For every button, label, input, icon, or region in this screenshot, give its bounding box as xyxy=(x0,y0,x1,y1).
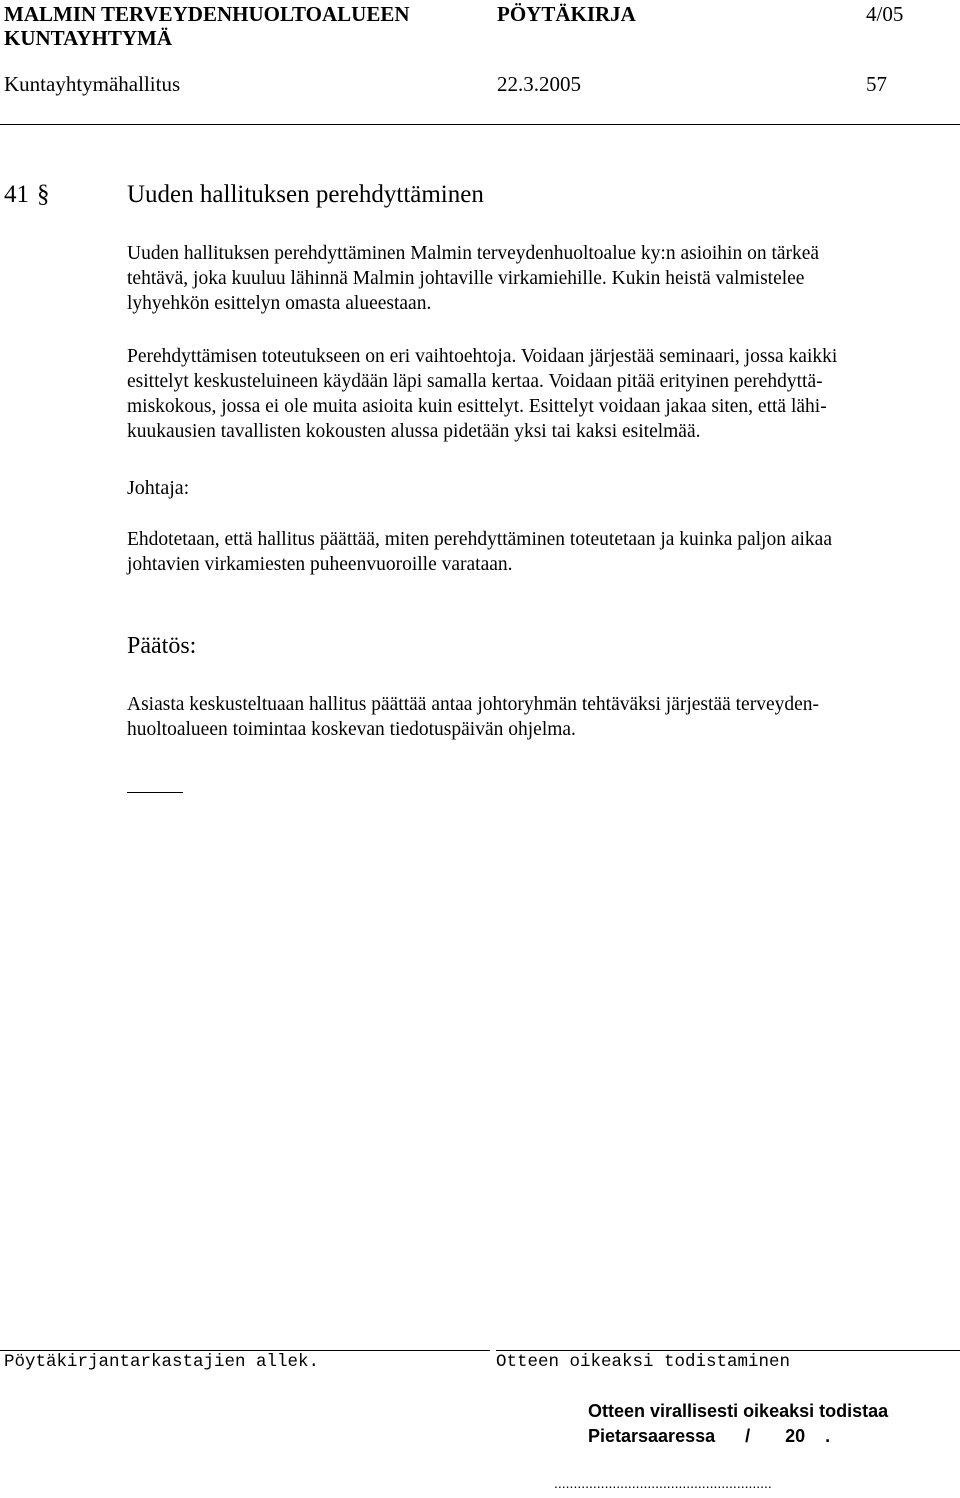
text-line: huoltoalueen toimintaa koskevan tiedotuspäivän ohjelma. xyxy=(127,719,576,740)
decision-heading: Päätös: xyxy=(127,633,197,659)
document-type: PÖYTÄKIRJA xyxy=(497,2,636,26)
footer-rule-right xyxy=(496,1350,960,1351)
text-line: Asiasta keskusteltuaan hallitus päättää antaa johtoryhmän tehtäväksi järjestää terveyden- xyxy=(127,694,819,715)
section-count: 57 xyxy=(866,72,887,96)
footer-rule-left xyxy=(0,1350,490,1351)
section-symbol: § xyxy=(37,181,50,208)
text-line: kuukausien tavallisten kokousten alussa pidetään yksi tai kaksi esitelmää. xyxy=(127,421,701,442)
org-name-line1: MALMIN TERVEYDENHUOLTOALUEEN xyxy=(4,2,410,26)
meeting-date: 22.3.2005 xyxy=(497,72,581,96)
text-line: Ehdotetaan, että hallitus päättää, miten perehdyttäminen toteutetaan ja kuinka paljon aikaa xyxy=(127,529,832,550)
signature-line: ........................................................ xyxy=(554,1475,772,1491)
org-name-line2: KUNTAYHTYMÄ xyxy=(4,26,173,50)
text-line: lyhyehkön esittelyn omasta alueestaan. xyxy=(127,293,432,314)
text-line: tehtävä, joka kuuluu lähinnä Malmin johtaville virkamiehille. Kukin heistä valmistelee xyxy=(127,268,805,289)
header-divider xyxy=(0,124,960,125)
paragraph-proposal xyxy=(127,527,957,577)
certification-label: Otteen oikeaksi todistaminen xyxy=(496,1352,791,1372)
text-line: miskokous, jossa ei ole muita asioita kuin esittelyt. Esittelyt voidaan jakaa siten, että lähi- xyxy=(127,396,827,417)
end-of-section-rule xyxy=(127,792,183,793)
text-line: Uuden hallituksen perehdyttäminen Malmin terveydenhuoltoalue ky:n asioihin on tärkeä xyxy=(127,243,820,264)
page-number: 4/05 xyxy=(866,2,904,26)
johtaja-heading: Johtaja: xyxy=(127,477,190,499)
paragraph-intro xyxy=(127,241,957,316)
section-title: Uuden hallituksen perehdyttäminen xyxy=(127,181,484,208)
paragraph-decision xyxy=(127,692,957,742)
section-number: 41 xyxy=(4,181,29,208)
text-line: johtavien virkamiesten puheenvuoroille varataan. xyxy=(127,554,513,575)
paragraph-options xyxy=(127,344,957,444)
text-line: esittelyt keskusteluineen käydään läpi samalla kertaa. Voidaan pitää erityinen perehdyttä- xyxy=(127,371,823,392)
certification-statement: Otteen virallisesti oikeaksi todistaa xyxy=(588,1401,889,1421)
text-line: Perehdyttämisen toteutukseen on eri vaihtoehtoja. Voidaan järjestää seminaari, jossa kaikki xyxy=(127,346,838,367)
certification-place-date: Pietarsaaressa / 20 . xyxy=(588,1426,831,1446)
governing-body: Kuntayhtymähallitus xyxy=(4,72,181,96)
reviewers-signature-label: Pöytäkirjantarkastajien allek. xyxy=(4,1352,320,1372)
